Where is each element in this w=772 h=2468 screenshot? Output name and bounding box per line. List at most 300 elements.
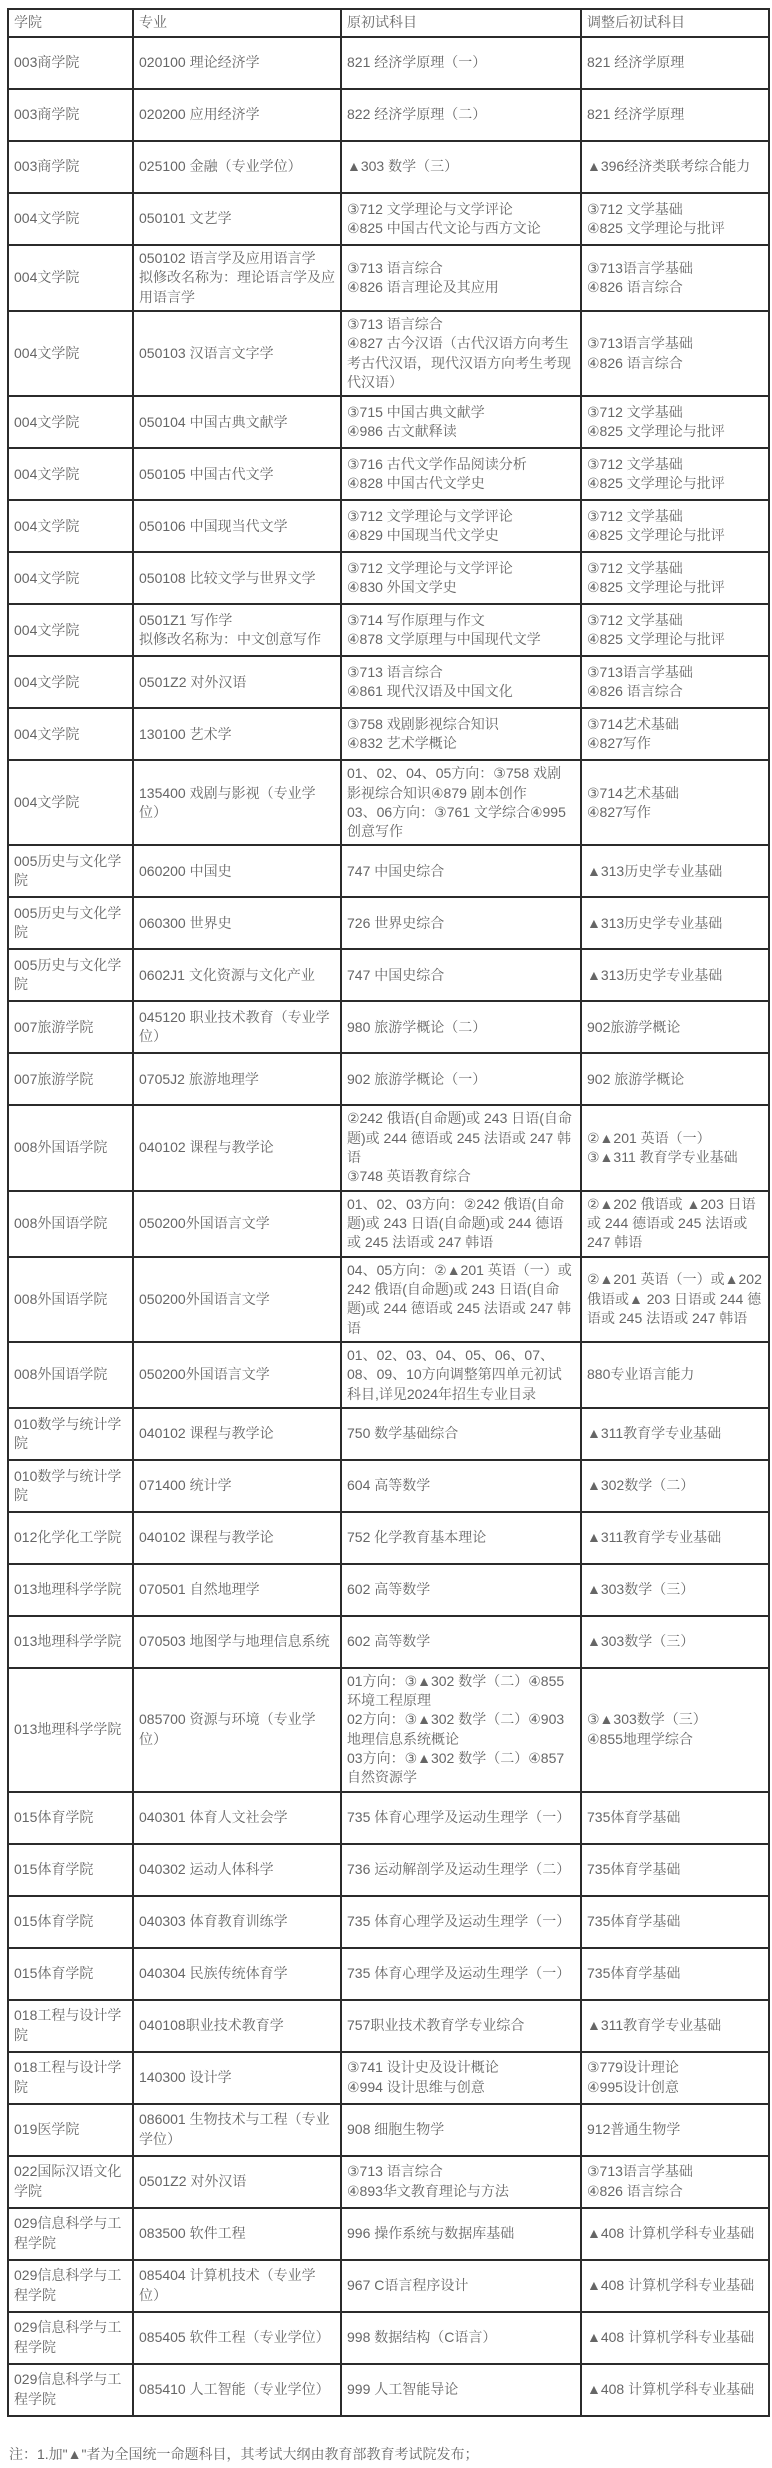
cell-line: 998 数据结构（C语言） bbox=[347, 2329, 497, 2346]
adjusted-subjects-cell bbox=[581, 1001, 769, 1053]
college-cell bbox=[8, 604, 133, 656]
cell-line: 060200 中国史 bbox=[139, 862, 232, 879]
major-cell bbox=[133, 949, 341, 1001]
college-cell bbox=[8, 245, 133, 311]
cell-line: 070503 地图学与地理信息系统 bbox=[139, 1633, 330, 1650]
college-cell bbox=[8, 2312, 133, 2364]
cell-line: ④826 语言理论及其应用 bbox=[347, 278, 499, 295]
column-header-original-subjects: 原初试科目 bbox=[341, 9, 581, 37]
adjusted-subjects-cell bbox=[581, 37, 769, 89]
original-subjects-cell bbox=[341, 1191, 581, 1257]
cell-line: ③▲303数学（三） bbox=[587, 1711, 707, 1728]
cell-line: ④832 艺术学概论 bbox=[347, 735, 457, 752]
original-subjects-cell bbox=[341, 2208, 581, 2260]
cell-line: 040102 课程与教学论 bbox=[139, 1529, 274, 1546]
college-cell bbox=[8, 552, 133, 604]
cell-line: 735 体育心理学及运动生理学（一） bbox=[347, 1809, 571, 1826]
college-cell bbox=[8, 1948, 133, 2000]
cell-line: ▲302数学（二） bbox=[587, 1477, 695, 1494]
major-cell bbox=[133, 1001, 341, 1053]
adjusted-subjects-cell bbox=[581, 897, 769, 949]
cell-line: 040303 体育教育训练学 bbox=[139, 1913, 288, 1930]
table-row bbox=[8, 708, 769, 760]
cell-line: ④826 语言综合 bbox=[587, 278, 683, 295]
cell-line: 880专业语言能力 bbox=[587, 1366, 695, 1383]
cell-line: ▲408 计算机学科专业基础 bbox=[587, 2277, 755, 2294]
cell-line: 013地理科学学院 bbox=[14, 1721, 122, 1738]
cell-line: 005历史与文化学院 bbox=[14, 957, 122, 993]
table-row bbox=[8, 2260, 769, 2312]
major-cell bbox=[133, 500, 341, 552]
college-cell bbox=[8, 89, 133, 141]
original-subjects-cell bbox=[341, 1257, 581, 1342]
adjusted-subjects-cell bbox=[581, 1105, 769, 1190]
adjusted-subjects-cell bbox=[581, 1668, 769, 1792]
cell-line: 004文学院 bbox=[14, 413, 80, 430]
cell-line: 902 旅游学概论（一） bbox=[347, 1070, 487, 1087]
cell-line: 050106 中国现当代文学 bbox=[139, 517, 288, 534]
original-subjects-cell bbox=[341, 89, 581, 141]
cell-line: 135400 戏剧与影视（专业学位） bbox=[139, 784, 316, 820]
cell-line: ③779设计理论 bbox=[587, 2059, 679, 2076]
cell-line: 726 世界史综合 bbox=[347, 914, 445, 931]
cell-line: ③714艺术基础 bbox=[587, 784, 679, 801]
major-cell bbox=[133, 2104, 341, 2156]
cell-line: 02方向：③▲302 数学（二）④903 地理信息系统概论 bbox=[347, 1711, 565, 1747]
cell-line: 015体育学院 bbox=[14, 1913, 94, 1930]
cell-line: ③712 文学理论与文学评论 bbox=[347, 200, 513, 217]
cell-line: ③713语言学基础 bbox=[587, 2163, 693, 2180]
cell-line: ④825 文学理论与批评 bbox=[587, 220, 725, 236]
cell-line: 015体育学院 bbox=[14, 1965, 94, 1982]
major-cell bbox=[133, 1257, 341, 1342]
cell-line: 008外国语学院 bbox=[14, 1366, 108, 1383]
cell-line: 004文学院 bbox=[14, 794, 80, 811]
original-subjects-cell bbox=[341, 1844, 581, 1896]
college-cell bbox=[8, 897, 133, 949]
column-header-major: 专业 bbox=[133, 9, 341, 37]
cell-line: ③712 文学基础 bbox=[587, 200, 683, 217]
college-cell bbox=[8, 193, 133, 245]
original-subjects-cell bbox=[341, 2000, 581, 2052]
cell-line: 045120 职业技术教育（专业学位） bbox=[139, 1009, 330, 1045]
table-row bbox=[8, 1001, 769, 1053]
cell-line: 752 化学教育基本理论 bbox=[347, 1529, 487, 1546]
cell-line: ③713语言学基础 bbox=[587, 663, 693, 680]
cell-line: 003商学院 bbox=[14, 54, 80, 71]
adjusted-subjects-cell bbox=[581, 1896, 769, 1948]
cell-line: 050200外国语言文学 bbox=[139, 1290, 270, 1307]
adjusted-subjects-cell bbox=[581, 1257, 769, 1342]
original-subjects-cell bbox=[341, 897, 581, 949]
adjusted-subjects-cell bbox=[581, 2052, 769, 2104]
original-subjects-cell bbox=[341, 708, 581, 760]
cell-line: 018工程与设计学院 bbox=[14, 2007, 122, 2043]
cell-line: ③713语言学基础 bbox=[587, 259, 693, 276]
college-cell bbox=[8, 2208, 133, 2260]
major-cell bbox=[133, 448, 341, 500]
cell-line: 040102 课程与教学论 bbox=[139, 1425, 274, 1442]
table-row bbox=[8, 311, 769, 396]
cell-line: 821 经济学原理 bbox=[587, 54, 685, 71]
cell-line: ③▲311 教育学专业基础 bbox=[587, 1149, 738, 1166]
original-subjects-cell bbox=[341, 1948, 581, 2000]
adjusted-subjects-cell bbox=[581, 1512, 769, 1564]
college-cell bbox=[8, 760, 133, 845]
cell-line: 01方向：③▲302 数学（二）④855 环境工程原理 bbox=[347, 1672, 565, 1709]
cell-line: 007旅游学院 bbox=[14, 1070, 94, 1087]
adjusted-subjects-cell bbox=[581, 1792, 769, 1844]
adjusted-subjects-cell bbox=[581, 141, 769, 193]
cell-line: 050200外国语言文学 bbox=[139, 1366, 270, 1383]
cell-line: ②▲201 英语（一）或▲202 俄语或▲ 203 日语或 244 德语或 245 法语或 247 韩语 bbox=[587, 1271, 762, 1326]
cell-line: 750 数学基础综合 bbox=[347, 1425, 459, 1442]
cell-line: 0501Z1 写作学 bbox=[139, 611, 233, 628]
cell-line: 735体育学基础 bbox=[587, 1965, 681, 1982]
adjusted-subjects-cell bbox=[581, 245, 769, 311]
table-row bbox=[8, 2312, 769, 2364]
table-row bbox=[8, 1844, 769, 1896]
cell-line: 004文学院 bbox=[14, 621, 80, 638]
original-subjects-cell bbox=[341, 1564, 581, 1616]
cell-line: ▲311教育学专业基础 bbox=[587, 2017, 722, 2034]
cell-line: ③712 文学基础 bbox=[587, 559, 683, 576]
cell-line: ③712 文学基础 bbox=[587, 403, 683, 420]
cell-line: ▲408 计算机学科专业基础 bbox=[587, 2329, 755, 2346]
college-cell bbox=[8, 1257, 133, 1342]
cell-line: 735 体育心理学及运动生理学（一） bbox=[347, 1965, 571, 1982]
cell-line: ④826 语言综合 bbox=[587, 354, 683, 371]
cell-line: 003商学院 bbox=[14, 106, 80, 123]
original-subjects-cell bbox=[341, 604, 581, 656]
cell-line: ④827写作 bbox=[587, 735, 651, 752]
major-cell bbox=[133, 245, 341, 311]
adjusted-subjects-cell bbox=[581, 89, 769, 141]
cell-line: 050200外国语言文学 bbox=[139, 1215, 270, 1231]
cell-line: 050104 中国古典文献学 bbox=[139, 413, 288, 430]
cell-line: ②242 俄语(自命题)或 243 日语(自命题)或 244 德语或 245 法语或 247 韩语 bbox=[347, 1110, 572, 1166]
cell-line: 029信息科学与工程学院 bbox=[14, 2319, 122, 2355]
table-row bbox=[8, 245, 769, 311]
cell-line: ②▲202 俄语或 ▲203 日语或 244 德语或 245 法语或 247 韩语 bbox=[587, 1195, 756, 1251]
college-cell bbox=[8, 708, 133, 760]
major-cell bbox=[133, 1460, 341, 1512]
cell-line: ▲408 计算机学科专业基础 bbox=[587, 2381, 755, 2398]
cell-line: 999 人工智能导论 bbox=[347, 2381, 459, 2398]
major-cell bbox=[133, 1668, 341, 1792]
table-row bbox=[8, 1257, 769, 1342]
original-subjects-cell bbox=[341, 2104, 581, 2156]
column-header-college: 学院 bbox=[8, 9, 133, 37]
table-row bbox=[8, 2156, 769, 2208]
major-cell bbox=[133, 1792, 341, 1844]
cell-line: ④826 语言综合 bbox=[587, 2182, 683, 2199]
table-row bbox=[8, 1342, 769, 1408]
exam-subjects-table bbox=[7, 8, 770, 2417]
cell-line: ④825 文学理论与批评 bbox=[587, 475, 725, 492]
cell-line: 085410 人工智能（专业学位） bbox=[139, 2381, 330, 2398]
cell-line: ③712 文学理论与文学评论 bbox=[347, 559, 513, 576]
major-cell bbox=[133, 1616, 341, 1668]
college-cell bbox=[8, 396, 133, 448]
original-subjects-cell bbox=[341, 500, 581, 552]
table-body bbox=[8, 37, 769, 2416]
cell-line: 050102 语言学及应用语言学 bbox=[139, 250, 316, 266]
cell-line: ③714艺术基础 bbox=[587, 715, 679, 732]
cell-line: 130100 艺术学 bbox=[139, 725, 232, 742]
original-subjects-cell bbox=[341, 245, 581, 311]
adjusted-subjects-cell bbox=[581, 949, 769, 1001]
cell-line: 010数学与统计学院 bbox=[14, 1415, 122, 1451]
cell-line: 0705J2 旅游地理学 bbox=[139, 1070, 259, 1087]
table-row bbox=[8, 193, 769, 245]
table-row bbox=[8, 2208, 769, 2260]
cell-line: ④825 文学理论与批评 bbox=[587, 527, 725, 544]
table-row bbox=[8, 1460, 769, 1512]
cell-line: 747 中国史综合 bbox=[347, 862, 445, 879]
cell-line: ▲303 数学（三） bbox=[347, 158, 459, 175]
cell-line: ④830 外国文学史 bbox=[347, 579, 457, 596]
table-row bbox=[8, 37, 769, 89]
cell-line: ④986 古文献释读 bbox=[347, 423, 457, 440]
adjusted-subjects-cell bbox=[581, 2364, 769, 2416]
cell-line: 912普通生物学 bbox=[587, 2121, 681, 2138]
college-cell bbox=[8, 1408, 133, 1460]
original-subjects-cell bbox=[341, 1105, 581, 1190]
cell-line: 086001 生物技术与工程（专业学位） bbox=[139, 2111, 330, 2147]
footnote: 注：1.加"▲"者为全国统一命题科目，其考试大纲由教育部教育考试院发布； bbox=[9, 2445, 479, 2462]
table-row bbox=[8, 897, 769, 949]
table-row bbox=[8, 2052, 769, 2104]
table-row bbox=[8, 1668, 769, 1792]
cell-line: 821 经济学原理（一） bbox=[347, 54, 487, 71]
adjusted-subjects-cell bbox=[581, 604, 769, 656]
major-cell bbox=[133, 2260, 341, 2312]
cell-line: 005历史与文化学院 bbox=[14, 905, 122, 941]
cell-line: 060300 世界史 bbox=[139, 914, 232, 931]
cell-line: 01、02、03、04、05、06、07、08、09、10方向调整第四单元初试科目,详见2024年招生专业目录 bbox=[347, 1346, 562, 1402]
college-cell bbox=[8, 2104, 133, 2156]
college-cell bbox=[8, 949, 133, 1001]
original-subjects-cell bbox=[341, 1668, 581, 1792]
cell-line: 0501Z2 对外汉语 bbox=[139, 673, 247, 690]
original-subjects-cell bbox=[341, 656, 581, 708]
cell-line: 070501 自然地理学 bbox=[139, 1581, 260, 1598]
cell-line: 735体育学基础 bbox=[587, 1809, 681, 1826]
college-cell bbox=[8, 1001, 133, 1053]
college-cell bbox=[8, 2156, 133, 2208]
adjusted-subjects-cell bbox=[581, 2260, 769, 2312]
table-row bbox=[8, 552, 769, 604]
adjusted-subjects-cell bbox=[581, 1191, 769, 1257]
cell-line: ②▲201 英语（一） bbox=[587, 1129, 711, 1146]
cell-line: 0501Z2 对外汉语 bbox=[139, 2173, 247, 2190]
cell-line: 004文学院 bbox=[14, 465, 80, 482]
cell-line: ③713 语言综合 bbox=[347, 2163, 443, 2180]
adjusted-subjects-cell bbox=[581, 396, 769, 448]
cell-line: ④825 文学理论与批评 bbox=[587, 423, 725, 440]
adjusted-subjects-cell bbox=[581, 1053, 769, 1105]
major-cell bbox=[133, 656, 341, 708]
adjusted-subjects-cell bbox=[581, 2312, 769, 2364]
cell-line: ④995设计创意 bbox=[587, 2078, 679, 2095]
cell-line: ④825 文学理论与批评 bbox=[587, 579, 725, 596]
cell-line: 004文学院 bbox=[14, 517, 80, 534]
cell-line: ▲303数学（三） bbox=[587, 1581, 695, 1598]
column-header-adjusted-subjects: 调整后初试科目 bbox=[581, 9, 769, 37]
adjusted-subjects-cell bbox=[581, 2156, 769, 2208]
major-cell bbox=[133, 37, 341, 89]
table-row bbox=[8, 1053, 769, 1105]
cell-line: 04、05方向：②▲201 英语（一）或 242 俄语(自命题)或 243 日语(自命题)或 244 德语或 245 法语或 247 韩语 bbox=[347, 1261, 572, 1336]
college-cell bbox=[8, 1105, 133, 1190]
cell-line: ③713 语言综合 bbox=[347, 663, 443, 680]
major-cell bbox=[133, 1512, 341, 1564]
major-cell bbox=[133, 604, 341, 656]
cell-line: 020200 应用经济学 bbox=[139, 106, 260, 123]
major-cell bbox=[133, 1844, 341, 1896]
major-cell bbox=[133, 1564, 341, 1616]
cell-line: ③712 文学基础 bbox=[587, 507, 683, 524]
original-subjects-cell bbox=[341, 1053, 581, 1105]
college-cell bbox=[8, 1668, 133, 1792]
cell-line: 050101 文艺学 bbox=[139, 210, 232, 227]
cell-line: 01、02、03方向：②242 俄语(自命题)或 243 日语(自命题)或 244 德语或 245 法语或 247 韩语 bbox=[347, 1195, 565, 1251]
original-subjects-cell bbox=[341, 845, 581, 897]
college-cell bbox=[8, 1512, 133, 1564]
adjusted-subjects-cell bbox=[581, 845, 769, 897]
original-subjects-cell bbox=[341, 760, 581, 845]
cell-line: 040302 运动人体科学 bbox=[139, 1861, 274, 1878]
college-cell bbox=[8, 500, 133, 552]
adjusted-subjects-cell bbox=[581, 1408, 769, 1460]
cell-line: 602 高等数学 bbox=[347, 1633, 431, 1650]
cell-line: 071400 统计学 bbox=[139, 1477, 232, 1494]
cell-line: ③713 语言综合 bbox=[347, 259, 443, 276]
cell-line: 007旅游学院 bbox=[14, 1018, 94, 1035]
table-row bbox=[8, 2000, 769, 2052]
major-cell bbox=[133, 396, 341, 448]
cell-line: 029信息科学与工程学院 bbox=[14, 2371, 122, 2407]
cell-line: 拟修改名称为：中文创意写作 bbox=[139, 631, 321, 648]
major-cell bbox=[133, 89, 341, 141]
college-cell bbox=[8, 2260, 133, 2312]
original-subjects-cell bbox=[341, 1512, 581, 1564]
cell-line: 040108职业技术教育学 bbox=[139, 2017, 284, 2034]
cell-line: 029信息科学与工程学院 bbox=[14, 2267, 122, 2303]
major-cell bbox=[133, 1053, 341, 1105]
adjusted-subjects-cell bbox=[581, 1460, 769, 1512]
original-subjects-cell bbox=[341, 448, 581, 500]
cell-line: 085405 软件工程（专业学位） bbox=[139, 2329, 330, 2346]
cell-line: 736 运动解剖学及运动生理学（二） bbox=[347, 1861, 571, 1878]
cell-line: 029信息科学与工程学院 bbox=[14, 2215, 122, 2251]
college-cell bbox=[8, 1844, 133, 1896]
original-subjects-cell bbox=[341, 1408, 581, 1460]
college-cell bbox=[8, 2052, 133, 2104]
cell-line: 004文学院 bbox=[14, 210, 80, 227]
cell-line: 018工程与设计学院 bbox=[14, 2059, 122, 2095]
cell-line: ③712 文学理论与文学评论 bbox=[347, 507, 513, 524]
major-cell bbox=[133, 1191, 341, 1257]
college-cell bbox=[8, 656, 133, 708]
adjusted-subjects-cell bbox=[581, 311, 769, 396]
original-subjects-cell bbox=[341, 141, 581, 193]
adjusted-subjects-cell bbox=[581, 760, 769, 845]
original-subjects-cell bbox=[341, 2156, 581, 2208]
original-subjects-cell bbox=[341, 2364, 581, 2416]
table-row bbox=[8, 1408, 769, 1460]
original-subjects-cell bbox=[341, 1896, 581, 1948]
cell-line: 967 C语言程序设计 bbox=[347, 2277, 469, 2294]
original-subjects-cell bbox=[341, 2052, 581, 2104]
cell-line: 140300 设计学 bbox=[139, 2069, 232, 2086]
college-cell bbox=[8, 448, 133, 500]
cell-line: ▲303数学（三） bbox=[587, 1633, 695, 1650]
cell-line: 01、02、04、05方向：③758 戏剧影视综合知识④879 剧本创作 bbox=[347, 765, 562, 801]
table-row bbox=[8, 1512, 769, 1564]
original-subjects-cell bbox=[341, 396, 581, 448]
cell-line: 050105 中国古代文学 bbox=[139, 465, 274, 482]
table-row bbox=[8, 760, 769, 845]
major-cell bbox=[133, 2312, 341, 2364]
adjusted-subjects-cell bbox=[581, 1844, 769, 1896]
cell-line: ③712 文学基础 bbox=[587, 455, 683, 472]
cell-line: 735 体育心理学及运动生理学（一） bbox=[347, 1913, 571, 1930]
college-cell bbox=[8, 1053, 133, 1105]
original-subjects-cell bbox=[341, 552, 581, 604]
college-cell bbox=[8, 2364, 133, 2416]
cell-line: 拟修改名称为：理论语言学及应用语言学 bbox=[139, 269, 335, 305]
college-cell bbox=[8, 141, 133, 193]
table-row bbox=[8, 656, 769, 708]
cell-line: 020100 理论经济学 bbox=[139, 54, 260, 71]
cell-line: 03、06方向：③761 文学综合④995 创意写作 bbox=[347, 803, 566, 840]
cell-line: 005历史与文化学院 bbox=[14, 853, 122, 889]
adjusted-subjects-cell bbox=[581, 2000, 769, 2052]
cell-line: ④855地理学综合 bbox=[587, 1730, 693, 1747]
cell-line: ④827写作 bbox=[587, 803, 651, 820]
major-cell bbox=[133, 2156, 341, 2208]
major-cell bbox=[133, 193, 341, 245]
cell-line: ③712 文学基础 bbox=[587, 611, 683, 628]
table-row bbox=[8, 448, 769, 500]
cell-line: 015体育学院 bbox=[14, 1809, 94, 1826]
adjusted-subjects-cell bbox=[581, 1564, 769, 1616]
cell-line: 747 中国史综合 bbox=[347, 966, 445, 983]
major-cell bbox=[133, 1342, 341, 1408]
college-cell bbox=[8, 2000, 133, 2052]
table-row bbox=[8, 2104, 769, 2156]
cell-line: ▲408 计算机学科专业基础 bbox=[587, 2225, 755, 2242]
cell-line: 050108 比较文学与世界文学 bbox=[139, 569, 316, 586]
major-cell bbox=[133, 2364, 341, 2416]
major-cell bbox=[133, 141, 341, 193]
cell-line: 908 细胞生物学 bbox=[347, 2121, 445, 2138]
adjusted-subjects-cell bbox=[581, 708, 769, 760]
original-subjects-cell bbox=[341, 37, 581, 89]
college-cell bbox=[8, 1792, 133, 1844]
cell-line: 008外国语学院 bbox=[14, 1139, 108, 1156]
table-row bbox=[8, 2364, 769, 2416]
major-cell bbox=[133, 897, 341, 949]
cell-line: ④994 设计思维与创意 bbox=[347, 2078, 485, 2095]
cell-line: ▲313历史学专业基础 bbox=[587, 914, 723, 931]
original-subjects-cell bbox=[341, 1616, 581, 1668]
cell-line: 822 经济学原理（二） bbox=[347, 106, 487, 123]
adjusted-subjects-cell bbox=[581, 500, 769, 552]
table-row bbox=[8, 845, 769, 897]
